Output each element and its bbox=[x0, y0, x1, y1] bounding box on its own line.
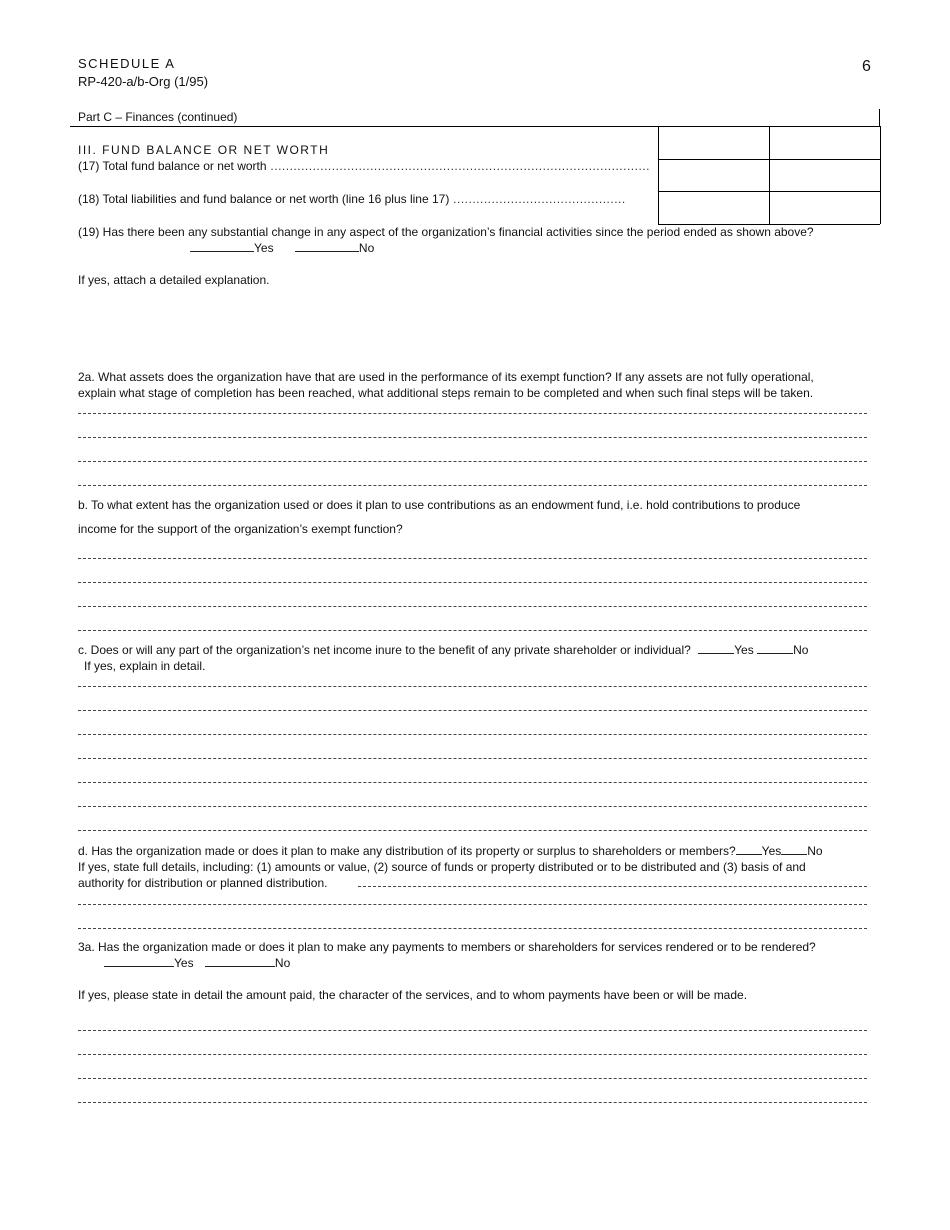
schedule-title: SCHEDULE A bbox=[78, 56, 176, 71]
line19-options: Yes No bbox=[190, 241, 374, 255]
section-title: III. FUND BALANCE OR NET WORTH bbox=[78, 143, 330, 157]
page-number: 6 bbox=[862, 58, 871, 75]
line19-question: (19) Has there been any substantial change in any aspect of the organization’s financial activities since the period ended as shown above? bbox=[78, 225, 814, 239]
q3a-answer-line[interactable] bbox=[78, 1054, 867, 1055]
q2a-line1: 2a. What assets does the organization have that are used in the performance of its exempt function? If any assets are not fully operational, bbox=[78, 370, 814, 384]
q2b-answer-line[interactable] bbox=[78, 606, 867, 607]
q3a-answer-line[interactable] bbox=[78, 1102, 867, 1103]
q2c-answer-line[interactable] bbox=[78, 830, 867, 831]
part-title: Part C – Finances (continued) bbox=[78, 110, 238, 124]
line17-amount-2[interactable] bbox=[771, 161, 879, 190]
q3a-yes-blank[interactable] bbox=[104, 956, 174, 967]
q2b-answer-line[interactable] bbox=[78, 582, 867, 583]
q3a-line1: 3a. Has the organization made or does it plan to make any payments to members or shareholders for services rendered or to be rendered? bbox=[78, 940, 816, 954]
q2c-line1: c. Does or will any part of the organization’s net income inure to the benefit of any private shareholder or individual? Yes No bbox=[78, 643, 809, 657]
q2d-line3: authority for distribution or planned distribution. bbox=[78, 876, 328, 890]
line17-amount-1[interactable] bbox=[660, 161, 768, 190]
q2b-answer-line[interactable] bbox=[78, 558, 867, 559]
q2a-answer-line[interactable] bbox=[78, 485, 867, 486]
line17-label: (17) Total fund balance or net worth ................................................................................................... bbox=[78, 159, 650, 173]
q2b-line1: b. To what extent has the organization used or does it plan to use contributions as an endowment fund, i.e. hold contributions to produce bbox=[78, 498, 801, 512]
q3a-line2: If yes, please state in detail the amount paid, the character of the services, and to whom payments have been or will be made. bbox=[78, 988, 748, 1002]
q2a-line2: explain what stage of completion has been reached, what additional steps remain to be completed and when such final steps will be taken. bbox=[78, 386, 814, 400]
line19-no-blank[interactable] bbox=[295, 241, 359, 252]
q2d-line1: d. Has the organization made or does it plan to make any distribution of its property or surplus to shareholders or members? Yes No bbox=[78, 844, 823, 858]
q2c-line2: If yes, explain in detail. bbox=[84, 659, 206, 673]
part-rule-right bbox=[879, 109, 880, 127]
q3a-answer-line[interactable] bbox=[78, 1030, 867, 1031]
q2c-answer-line[interactable] bbox=[78, 734, 867, 735]
part-rule bbox=[70, 126, 880, 127]
q2d-no-blank[interactable] bbox=[781, 844, 807, 855]
q2d-answer-line[interactable] bbox=[358, 886, 867, 887]
q2d-answer-line[interactable] bbox=[78, 928, 867, 929]
q2a-answer-line[interactable] bbox=[78, 437, 867, 438]
q2b-line2: income for the support of the organization’s exempt function? bbox=[78, 522, 403, 536]
q3a-answer-line[interactable] bbox=[78, 1078, 867, 1079]
q2c-answer-line[interactable] bbox=[78, 782, 867, 783]
q2c-answer-line[interactable] bbox=[78, 806, 867, 807]
q3a-options: Yes No bbox=[104, 956, 290, 970]
q2b-answer-line[interactable] bbox=[78, 630, 867, 631]
amount-cell-header-1[interactable] bbox=[660, 128, 768, 158]
q2d-yes-blank[interactable] bbox=[736, 844, 762, 855]
line18-label: (18) Total liabilities and fund balance or net worth (line 16 plus line 17) ............................................. bbox=[78, 192, 626, 206]
q2c-answer-line[interactable] bbox=[78, 686, 867, 687]
q2d-answer-line[interactable] bbox=[78, 904, 867, 905]
amount-cell-header-2[interactable] bbox=[771, 128, 879, 158]
line18-amount-2[interactable] bbox=[771, 193, 879, 223]
form-id: RP-420-a/b-Org (1/95) bbox=[78, 74, 209, 89]
q2a-answer-line[interactable] bbox=[78, 413, 867, 414]
q2c-no-blank[interactable] bbox=[757, 643, 793, 654]
line19-explain: If yes, attach a detailed explanation. bbox=[78, 273, 270, 287]
q2a-answer-line[interactable] bbox=[78, 461, 867, 462]
q3a-no-blank[interactable] bbox=[205, 956, 275, 967]
q2c-yes-blank[interactable] bbox=[698, 643, 734, 654]
line18-amount-1[interactable] bbox=[660, 193, 768, 223]
q2c-answer-line[interactable] bbox=[78, 710, 867, 711]
line19-yes-blank[interactable] bbox=[190, 241, 254, 252]
q2d-line2: If yes, state full details, including: (1) amounts or value, (2) source of funds or property distributed or to be distributed and (3) basis of and bbox=[78, 860, 806, 874]
q2c-answer-line[interactable] bbox=[78, 758, 867, 759]
